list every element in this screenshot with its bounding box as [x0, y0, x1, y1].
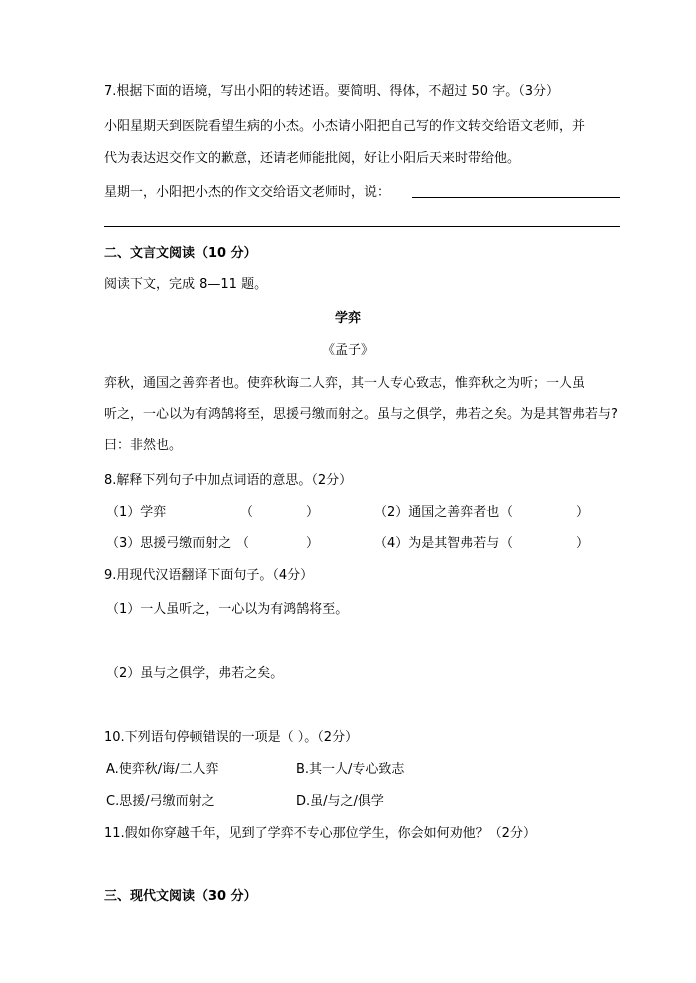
q7-context-line2: 代为表达迟交作文的歉意，还请老师能批阅，好让小阳后天来时带给他。: [104, 151, 521, 166]
q8-prompt: 8.解释下列句子中加点词语的意思。（2分）: [104, 473, 353, 488]
section2-heading: 二、文言文阅读（10 分）: [104, 246, 257, 261]
passage-author: 《孟子》: [321, 343, 374, 358]
q7-prompt: 7.根据下面的语境，写出小阳的转述语。要简明、得体，不超过 50 字。（3分）: [104, 84, 559, 99]
q9-item2: （2）虽与之俱学，弗若之矣。: [106, 666, 284, 681]
q10-option-b: B.其一人/专心致志: [296, 762, 405, 777]
q8-item4-close: ）: [576, 536, 590, 551]
q9-item1: （1）一人虽听之，一心以为有鸿鹄将至。: [106, 602, 349, 617]
q7-context-line1: 小阳星期天到医院看望生病的小杰。小杰请小阳把自己写的作文转交给语文老师，并: [104, 119, 586, 134]
q7-answer-line[interactable]: [412, 197, 620, 198]
passage-title: 学弈: [334, 311, 361, 326]
q11-prompt: 11.假如你穿越千年，见到了学弈不专心那位学生，你会如何劝他？（2分）: [104, 826, 536, 841]
q10-option-a: A.使弈秋/诲/二人弈: [106, 762, 219, 777]
q8-item3-label: （3）思援弓缴而射之: [106, 536, 232, 551]
q8-item4-label: （4）为是其智弗若与: [374, 536, 500, 551]
q10-option-d: D.虽/与之/俱学: [296, 794, 384, 809]
section3-heading: 三、现代文阅读（30 分）: [104, 889, 257, 904]
q8-item4-open: （: [500, 536, 514, 551]
q8-item3-open: （: [236, 536, 250, 551]
passage-line2: 听之，一心以为有鸿鹄将至，思援弓缴而射之。虽与之俱学，弗若之矣。为是其智弗若与?: [104, 407, 618, 422]
q7-answer-line-2[interactable]: [104, 226, 620, 227]
q8-item2-close: ）: [576, 505, 590, 520]
q8-item3-close: ）: [306, 536, 320, 551]
q8-item2-open: （: [500, 505, 514, 520]
passage-line3: 曰：非然也。: [104, 438, 183, 453]
q10-prompt: 10.下列语句停顿错误的一项是（ ）。（2分）: [104, 730, 359, 745]
passage-line1: 弈秋，通国之善弈者也。使弈秋诲二人弈，其一人专心致志，惟弈秋之为听；一人虽: [104, 376, 586, 391]
q9-prompt: 9.用现代汉语翻译下面句子。（4分）: [104, 568, 314, 583]
q7-answer-prefix: 星期一，小阳把小杰的作文交给语文老师时，说：: [104, 185, 391, 200]
q8-item1-open: （: [240, 505, 254, 520]
section2-intro: 阅读下文，完成 8—11 题。: [104, 277, 268, 292]
q8-item1-label: （1）学弈: [106, 505, 167, 520]
q8-item1-close: ）: [306, 505, 320, 520]
q8-item2-label: （2）通国之善弈者也: [374, 505, 500, 520]
q10-option-c: C.思援/弓缴而射之: [106, 794, 215, 809]
